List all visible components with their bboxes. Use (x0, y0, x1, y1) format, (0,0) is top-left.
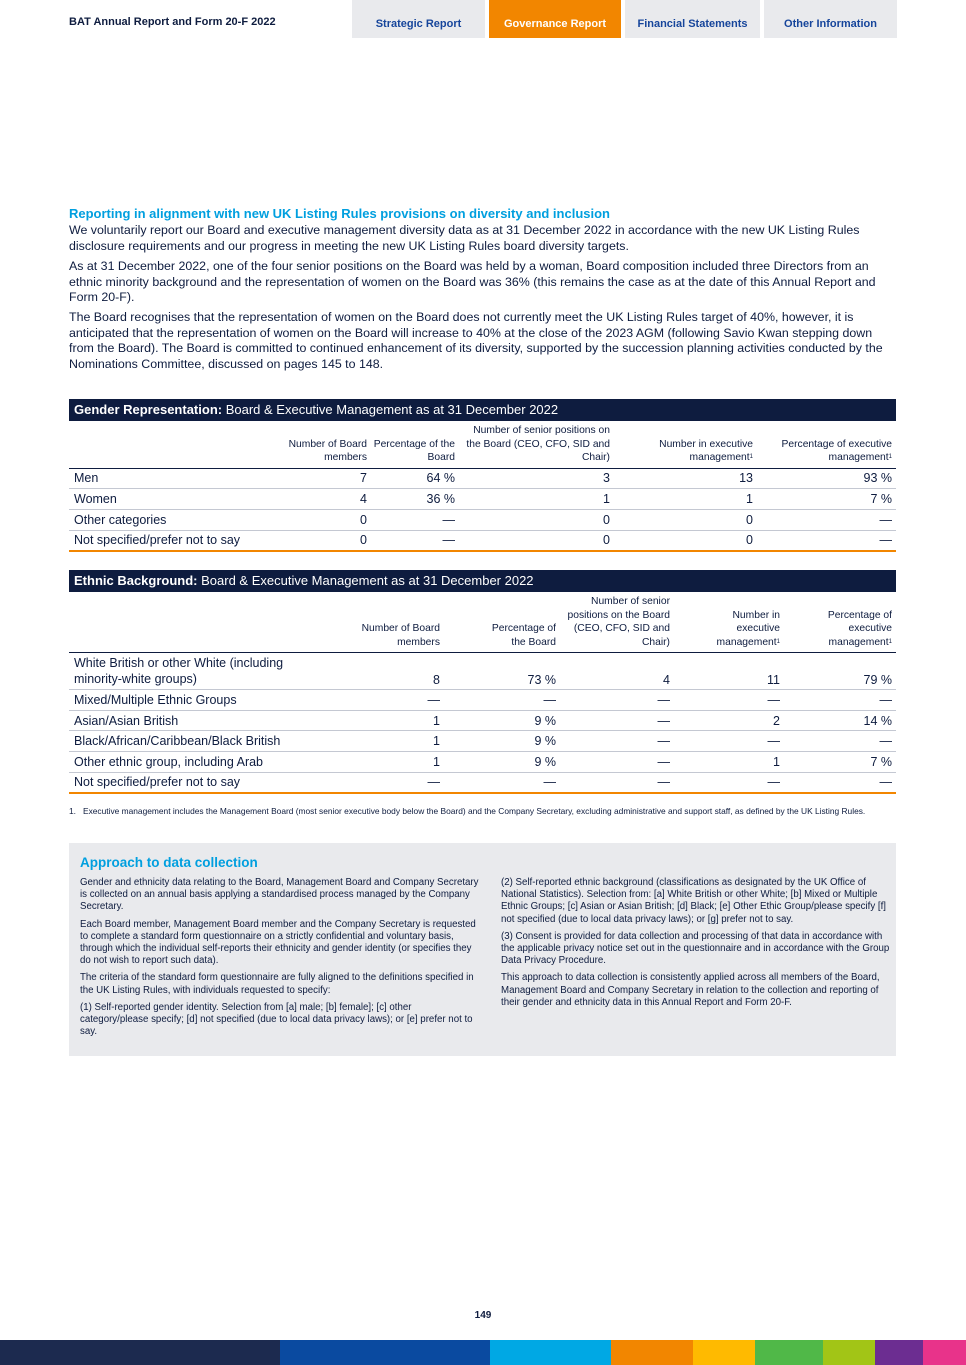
table-cell: 8 (329, 653, 444, 690)
tab-strategic-report[interactable]: Strategic Report (352, 0, 485, 38)
row-label: Mixed/Multiple Ethnic Groups (69, 690, 329, 711)
table-row (69, 772, 896, 793)
table-cell: — (560, 690, 674, 711)
color-bar-segment (490, 1340, 611, 1365)
tab-governance-report[interactable]: Governance Report (489, 0, 621, 38)
table-cell: — (757, 509, 896, 530)
approach-paragraph: Each Board member, Management Board member and the Company Secretary is requested to complete a standard form questionnaire on a strictly confidential and voluntary basis, through which the individual self-reports their ethnicity and gender identity (or specifies they do not wish to report such data). (80, 918, 476, 967)
table-cell: 9 % (444, 731, 560, 752)
tab-financial-statements[interactable]: Financial Statements (625, 0, 760, 38)
table-cell: 11 (674, 653, 784, 690)
approach-right-column (501, 877, 893, 1014)
table-cell: 1 (329, 710, 444, 731)
table-cell: 9 % (444, 710, 560, 731)
table-cell: — (560, 752, 674, 773)
row-label: Men (69, 468, 269, 489)
header-cell: Number of senior positions on the Board (CEO, CFO, SID and Chair) (560, 592, 674, 653)
approach-paragraph: The criteria of the standard form questionnaire are fully aligned to the definitions specified in the UK Listing Rules, with individuals requested to specify: (80, 972, 474, 996)
table-cell: 1 (329, 731, 444, 752)
tab-other-information[interactable]: Other Information (764, 0, 897, 38)
footnote-mark: 1 (776, 638, 780, 645)
header-cell: Number of Board members (269, 421, 371, 468)
footnote-text: Executive management includes the Management Board (most senior executive body below the Board) and the Company Secretary, excluding administrative and support staff, as defined by the UK Listing Rules. (83, 806, 866, 816)
table-row (69, 653, 896, 690)
intro-paragraph-2: As at 31 December 2022, one of the four senior positions on the Board was held by a woman, Board composition included three Directors from an ethnic minority background and the representation of women on the Board was 36% (this remains the case as at the date of this Annual Report and Form 20-F). (69, 259, 876, 304)
intro-paragraph-1: We voluntarily report our Board and executive management diversity data as at 31 December 2022 in accordance with the new UK Listing Rules disclosure requirements and our progress in meeting the new UK Listing Rules board diversity targets. (69, 223, 860, 253)
page-number: 149 (474, 1310, 492, 1321)
color-bar-segment (755, 1340, 823, 1365)
color-bar-segment (693, 1340, 755, 1365)
header-cell (69, 592, 329, 653)
table-cell: 9 % (444, 752, 560, 773)
table-cell: — (329, 772, 444, 793)
row-label: Women (69, 489, 269, 510)
table-cell: — (784, 772, 896, 793)
table-row (69, 752, 896, 773)
approach-paragraph: Gender and ethnicity data relating to the Board, Management Board and Company Secretary is collected on an annual basis applying a standardised process managed by the Company Secretary. (80, 877, 479, 913)
table-row (69, 710, 896, 731)
footer-color-bar (0, 1340, 966, 1365)
approach-title: Approach to data collection (80, 855, 258, 870)
color-bar-segment (0, 1340, 280, 1365)
header-cell: Number of Board members (329, 592, 444, 653)
footnote-number: 1. (69, 806, 76, 816)
row-label: Black/African/Caribbean/Black British (69, 731, 329, 752)
table-cell: — (371, 509, 459, 530)
table-cell: — (674, 772, 784, 793)
table-row (69, 468, 896, 489)
color-bar-segment (823, 1340, 875, 1365)
approach-paragraph: (2) Self-reported ethnic background (classifications as designated by the UK Office of National Statistics). Selection from: [a] White British or other White; [b] Mixed or Multiple Ethnic Groups; [c] Asian or Asian British; [d] Black; [e] Other Ethic Group/please specify [f] not specified (due to local data privacy laws); or [g] prefer not to say. (501, 877, 886, 925)
table-cell: 79 % (784, 653, 896, 690)
table-cell: 73 % (444, 653, 560, 690)
section-heading: Reporting in alignment with new UK Listing Rules provisions on diversity and inclusion (69, 206, 610, 221)
color-bar-segment (923, 1340, 966, 1365)
table-cell: — (784, 690, 896, 711)
intro-paragraph-3: The Board recognises that the representation of women on the Board does not currently meet the UK Listing Rules target of 40%, however, it is anticipated that the representation of women on the Board will increase to 40% at the close of the 2023 AGM (following Savio Kwan stepping down from the Board). The Board is committed to continued enhancement of its diversity, supported by the succession planning activities conducted by the Nominations Committee, discussed on pages 145 to 148. (69, 310, 883, 371)
ethnic-table-title-bold: Ethnic Background: (74, 573, 198, 588)
table-cell: 0 (614, 509, 757, 530)
table-cell: 93 % (757, 468, 896, 489)
table-cell: 4 (269, 489, 371, 510)
table-cell: — (444, 772, 560, 793)
table-cell: — (560, 731, 674, 752)
header-cell (614, 421, 757, 468)
table-cell: 1 (674, 752, 784, 773)
header-text: Number in executive management (716, 609, 780, 648)
page-header (0, 0, 966, 38)
row-label: Asian/Asian British (69, 710, 329, 731)
ethnic-table (69, 592, 896, 794)
table-cell: 0 (459, 530, 614, 551)
header-text: Percentage of executive management (827, 609, 892, 648)
row-label: Not specified/prefer not to say (69, 530, 269, 551)
header-cell: Percentage of the Board (371, 421, 459, 468)
row-label: Other categories (69, 509, 269, 530)
header-text: Number in executive management (659, 438, 753, 463)
table-header-row (69, 421, 896, 468)
approach-paragraph: This approach to data collection is consistently applied across all members of the Board, Management Board and Company Secretary in relation to the collection and reporting of their gender and ethnicity data in this Annual Report and Form 20-F. (501, 972, 880, 1008)
header-cell: Number of senior positions on the Board (CEO, CFO, SID and Chair) (459, 421, 614, 468)
table-cell: 2 (674, 710, 784, 731)
gender-table-title-rest: Board & Executive Management as at 31 December 2022 (222, 402, 559, 417)
table-row (69, 530, 896, 551)
table-cell: — (674, 690, 784, 711)
table-cell: 0 (269, 530, 371, 551)
header-cell: Percentage of the Board (444, 592, 560, 653)
header-cell (674, 592, 784, 653)
table-cell: 14 % (784, 710, 896, 731)
row-label: White British or other White (including minority-white groups) (69, 653, 329, 690)
table-cell: 1 (614, 489, 757, 510)
table-cell: 7 % (784, 752, 896, 773)
table-cell: — (674, 731, 784, 752)
header-text: Percentage of executive management (781, 438, 892, 463)
table-cell: — (329, 690, 444, 711)
footnote-mark: 1 (888, 638, 892, 645)
table-cell: — (371, 530, 459, 551)
document-title: BAT Annual Report and Form 20-F 2022 (69, 16, 276, 28)
table-cell: 36 % (371, 489, 459, 510)
header-cell (69, 421, 269, 468)
ethnic-table-title (69, 570, 896, 592)
footnote (69, 806, 889, 817)
table-row (69, 509, 896, 530)
table-cell: 0 (459, 509, 614, 530)
table-row (69, 731, 896, 752)
approach-left-column (80, 877, 480, 1043)
footnote-mark: 1 (888, 454, 892, 460)
table-cell: 7 % (757, 489, 896, 510)
table-cell: — (560, 772, 674, 793)
approach-paragraph: (1) Self-reported gender identity. Selection from [a] male; [b] female]; [c] other category/please specify; [d] not specified (due to local data privacy laws); or [e] prefer not to say. (80, 1001, 473, 1038)
ethnic-table-title-rest: Board & Executive Management as at 31 December 2022 (197, 573, 534, 588)
header-cell (757, 421, 896, 468)
color-bar-segment (875, 1340, 923, 1365)
table-cell: 4 (560, 653, 674, 690)
color-bar-segment (611, 1340, 693, 1365)
row-label: Not specified/prefer not to say (69, 772, 329, 793)
table-cell: — (757, 530, 896, 551)
table-row (69, 690, 896, 711)
table-cell: 7 (269, 468, 371, 489)
footnote-mark: 1 (749, 454, 753, 460)
color-bar-segment (280, 1340, 490, 1365)
gender-table-title (69, 399, 896, 421)
table-row (69, 489, 896, 510)
row-label: Other ethnic group, including Arab (69, 752, 329, 773)
table-header-row (69, 592, 896, 653)
table-cell: — (444, 690, 560, 711)
table-cell: 0 (614, 530, 757, 551)
table-cell: 13 (614, 468, 757, 489)
table-cell: 64 % (371, 468, 459, 489)
approach-paragraph: (3) Consent is provided for data collection and processing of that data in accordance with the applicable privacy notice set out in the questionnaire and in accordance with the Group Data Privacy Procedure. (501, 930, 890, 967)
header-cell (784, 592, 896, 653)
table-cell: — (560, 710, 674, 731)
gender-table-title-bold: Gender Representation: (74, 402, 223, 417)
table-cell: 1 (329, 752, 444, 773)
table-cell: 3 (459, 468, 614, 489)
approach-box (69, 843, 896, 1056)
table-cell: 1 (459, 489, 614, 510)
table-cell: — (784, 731, 896, 752)
gender-table (69, 421, 896, 552)
table-cell: 0 (269, 509, 371, 530)
